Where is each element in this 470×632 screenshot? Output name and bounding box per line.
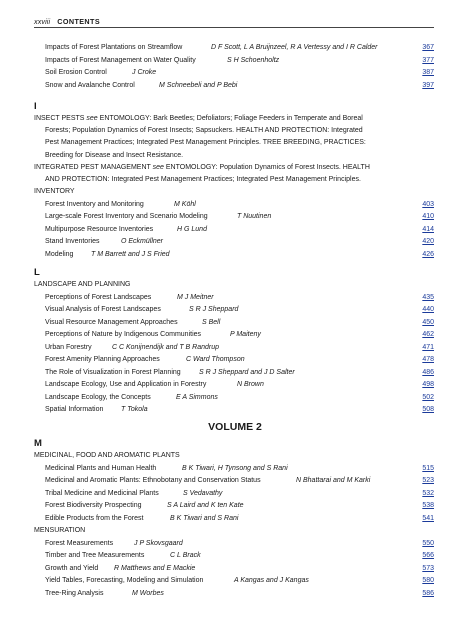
crossref-line: Breeding for Disease and Insect Resistance. [45, 151, 184, 159]
crossref-term: INSECT PESTS [34, 115, 85, 122]
toc-entry[interactable] [34, 292, 434, 305]
entry-page-link[interactable]: 538 [422, 502, 434, 509]
volume-title: VOLUME 2 [208, 421, 262, 433]
subject-heading: MEDICINAL, FOOD AND AROMATIC PLANTS [34, 452, 180, 459]
crossref-line: Pest Management Practices; Integrated Pest Management Principles. TREE BREEDING, PRACTICES: [45, 139, 366, 147]
subject-heading: INVENTORY [34, 188, 75, 196]
toc-entry[interactable] [34, 236, 434, 249]
entry-page-link[interactable]: 515 [422, 464, 434, 472]
entry-title: Timber and Tree Measurements [45, 552, 145, 559]
entry-title: Large-scale Forest Inventory and Scenario Modeling [45, 213, 208, 221]
entry-page-link[interactable]: 502 [422, 393, 434, 401]
entry-title: Urban Forestry [45, 343, 92, 351]
subject-heading: MENSURATION [34, 527, 86, 534]
entry-authors: T Tokola [121, 406, 148, 413]
toc-entry[interactable] [34, 42, 434, 55]
entry-title: Medicinal Plants and Human Health [45, 464, 157, 472]
entry-authors: J Croke [132, 69, 157, 76]
section-letter: I [34, 101, 37, 112]
header-rule [34, 27, 434, 28]
entry-page-link[interactable]: 414 [422, 225, 434, 233]
entry-title: Soil Erosion Control [45, 69, 107, 76]
section-letter: L [34, 267, 40, 278]
entry-authors: B K Tiwari and S Rani [170, 514, 239, 522]
entry-title: Perceptions of Forest Landscapes [45, 293, 152, 301]
entry-page-link[interactable]: 410 [422, 213, 434, 221]
entry-title: Yield Tables, Forecasting, Modeling and Simulation [45, 577, 204, 584]
entry-authors: S Bell [202, 318, 221, 326]
entry-page-link[interactable]: 397 [422, 81, 434, 89]
entry-page-link[interactable]: 387 [422, 69, 434, 76]
section-i [34, 100, 434, 261]
toc-entry[interactable] [34, 55, 434, 68]
see-label: see [86, 115, 98, 122]
entry-title: Perceptions of Nature by Indigenous Communities [45, 331, 202, 338]
entry-authors: S H Schoenholtz [227, 56, 280, 64]
toc-entry[interactable] [34, 513, 434, 526]
subject-heading: LANDSCAPE AND PLANNING [34, 281, 131, 288]
toc-entry[interactable] [34, 475, 434, 488]
entry-authors: M Schneebeli and P Bebi [159, 81, 238, 89]
entry-title: Visual Resource Management Approaches [45, 318, 178, 326]
entry-authors: C Ward Thompson [186, 356, 245, 363]
section-letter: M [34, 438, 42, 449]
entry-authors: E A Simmons [176, 393, 218, 401]
toc-entry[interactable] [34, 80, 434, 93]
toc-entry[interactable] [34, 367, 434, 380]
entry-page-link[interactable]: 426 [422, 250, 434, 258]
toc-entry[interactable] [34, 354, 434, 367]
entry-authors: C C Konijnendijk and T B Randrup [112, 343, 220, 351]
toc-entry[interactable] [34, 329, 434, 342]
cross-reference-ipm [34, 162, 434, 186]
entry-authors: M Köhl [174, 200, 196, 208]
entry-authors: S R J Sheppard [189, 306, 239, 313]
entry-page-link[interactable]: 377 [422, 56, 434, 64]
entry-title: Landscape Ecology, the Concepts [45, 393, 151, 401]
see-label: see [152, 163, 164, 171]
entry-page-link[interactable]: 462 [422, 331, 434, 338]
entry-title: Growth and Yield [45, 564, 99, 572]
entry-page-link[interactable]: 478 [422, 356, 434, 363]
entry-page-link[interactable]: 550 [422, 539, 434, 547]
toc-entry[interactable] [34, 199, 434, 212]
entry-page-link[interactable]: 586 [422, 589, 434, 597]
entry-title: The Role of Visualization in Forest Planning [45, 368, 181, 376]
entry-title: Edible Products from the Forest [45, 514, 144, 522]
entry-title: Snow and Avalanche Control [45, 81, 135, 89]
crossref-line [34, 115, 363, 122]
entry-page-link[interactable]: 523 [422, 477, 434, 484]
page-header [34, 17, 100, 26]
entry-title: Forest Inventory and Monitoring [45, 200, 144, 208]
crossref-line: Forests; Population Dynamics of Forest Insects; Sapsuckers. HEALTH AND PROTECTION: Integrated [45, 127, 363, 135]
toc-entry[interactable] [34, 211, 434, 224]
entry-page-link[interactable]: 450 [422, 318, 434, 326]
entry-authors: H G Lund [177, 225, 207, 233]
toc-entry[interactable] [34, 379, 434, 392]
entry-authors: S R J Sheppard and J D Salter [199, 368, 295, 376]
entry-page-link[interactable]: 440 [422, 306, 434, 313]
entry-authors: P Maiteny [230, 331, 261, 338]
entry-title: Impacts of Forest Plantations on Streamflow [45, 44, 183, 51]
toc-entry[interactable] [34, 550, 434, 563]
entry-authors: T M Barrett and J S Fried [91, 250, 170, 258]
toc-entry[interactable] [34, 317, 434, 330]
section-m [34, 437, 434, 600]
toc-entry[interactable] [34, 404, 434, 417]
toc-entry[interactable] [34, 67, 434, 80]
entry-title: Forest Biodiversity Prospecting [45, 502, 142, 509]
toc-entry[interactable] [34, 500, 434, 513]
crossref-text: ENTOMOLOGY: Bark Beetles; Defoliators; Foliage Feeders in Temperate and Boreal [99, 115, 363, 122]
toc-entry[interactable] [34, 342, 434, 355]
entry-page-link[interactable]: 541 [422, 514, 434, 522]
entry-authors: O Eckmüllner [121, 238, 164, 246]
entry-authors: N Bhattarai and M Karki [296, 477, 371, 484]
entry-authors: N Brown [237, 381, 264, 388]
entry-title: Stand Inventories [45, 238, 100, 246]
entry-authors: T Nuutinen [237, 213, 272, 221]
entry-authors: M Worbes [132, 589, 164, 597]
entry-title: Medicinal and Aromatic Plants: Ethnobotany and Conservation Status [45, 477, 261, 484]
toc-entry[interactable] [34, 538, 434, 551]
entry-title: Spatial Information [45, 406, 104, 413]
toc-entry[interactable] [34, 575, 434, 588]
entry-title: Landscape Ecology, Use and Application in Forestry [45, 381, 207, 388]
crossref-term: INTEGRATED PEST MANAGEMENT [34, 163, 151, 171]
toc-entry[interactable] [34, 392, 434, 405]
toc-entry[interactable] [34, 224, 434, 237]
entry-authors: S A Laird and K ten Kate [167, 502, 244, 509]
entry-title: Tree-Ring Analysis [45, 589, 104, 597]
crossref-line: AND PROTECTION: Integrated Pest Management Practices; Integrated Pest Management Principles. [45, 176, 361, 184]
entry-page-link[interactable]: 420 [422, 238, 434, 246]
top-entries [34, 42, 434, 92]
entry-page-link[interactable]: 471 [422, 343, 434, 351]
entry-authors: J P Skovsgaard [134, 539, 183, 547]
entry-authors: D F Scott, L A Bruijnzeel, R A Vertessy and I R Calder [211, 44, 378, 51]
entry-title: Impacts of Forest Management on Water Quality [45, 56, 196, 64]
entry-page-link[interactable]: 508 [422, 406, 434, 413]
entry-title: Tribal Medicine and Medicinal Plants [45, 489, 159, 497]
entry-page-link[interactable]: 532 [422, 489, 434, 497]
toc-entry[interactable] [34, 588, 434, 601]
entry-title: Multipurpose Resource Inventories [45, 225, 154, 233]
entry-page-link[interactable]: 403 [422, 200, 434, 208]
entry-authors: S Vedavathy [183, 489, 223, 497]
toc-entry[interactable] [34, 488, 434, 501]
cross-reference-insect-pests [34, 113, 434, 162]
entry-page-link[interactable]: 435 [422, 293, 434, 301]
entry-page-link[interactable]: 566 [422, 552, 434, 559]
section-l [34, 266, 434, 417]
entry-title: Forest Measurements [45, 539, 114, 547]
entry-authors: C L Brack [170, 552, 201, 559]
entry-page-link[interactable]: 498 [422, 381, 434, 388]
crossref-line [34, 164, 370, 171]
entry-page-link[interactable]: 580 [422, 577, 434, 584]
entry-page-link[interactable]: 486 [422, 368, 434, 376]
entry-authors: M J Meitner [177, 293, 214, 301]
page-number: xxviii [34, 17, 51, 26]
toc-entry[interactable] [34, 463, 434, 476]
entry-authors: B K Tiwari, H Tynsong and S Rani [182, 464, 288, 472]
toc-entry[interactable] [34, 563, 434, 576]
toc-entry[interactable] [34, 304, 434, 317]
crossref-text: ENTOMOLOGY: Population Dynamics of Forest Insects. HEALTH [165, 163, 370, 171]
running-title: CONTENTS [57, 17, 101, 26]
entry-page-link[interactable]: 573 [422, 564, 434, 572]
entry-authors: A Kangas and J Kangas [234, 577, 309, 584]
entry-page-link[interactable]: 367 [422, 44, 434, 51]
entry-title: Visual Analysis of Forest Landscapes [45, 306, 161, 313]
toc-entry[interactable] [34, 249, 434, 262]
entry-title: Modeling [45, 250, 74, 258]
entry-authors: R Matthews and E Mackie [114, 564, 196, 572]
entry-title: Forest Amenity Planning Approaches [45, 356, 160, 363]
